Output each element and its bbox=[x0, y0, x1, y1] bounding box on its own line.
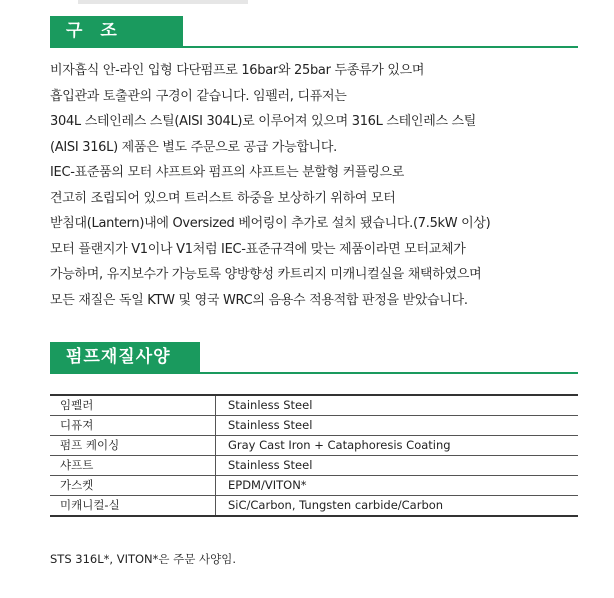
material-cell: Stainless Steel bbox=[216, 395, 579, 416]
structure-line: 304L 스테인레스 스틸(AISI 304L)로 이루어져 있으며 316L 스테인레스 스틸 bbox=[50, 114, 477, 129]
structure-line: (AISI 316L) 제품은 별도 주문으로 공급 가능합니다. bbox=[50, 139, 337, 155]
structure-description bbox=[50, 58, 595, 313]
structure-line: 받침대(Lantern)내에 Oversized 베어링이 추가로 설치 됐습니다.(7.5kW 이상) bbox=[50, 216, 491, 231]
part-cell: 펌프 케이싱 bbox=[50, 436, 216, 456]
materials-table bbox=[50, 394, 578, 517]
part-cell: 미캐니컬-실 bbox=[50, 496, 216, 517]
materials-title-rule bbox=[50, 372, 578, 374]
structure-line: 모터 플랜지가 V1이나 V1처럼 IEC-표준규격에 맞는 제품이라면 모터교체가 bbox=[50, 241, 466, 257]
material-cell: SiC/Carbon, Tungsten carbide/Carbon bbox=[216, 496, 579, 517]
table-row bbox=[50, 416, 578, 436]
table-row bbox=[50, 395, 578, 416]
cropped-heading-remnant bbox=[78, 0, 248, 4]
material-cell: EPDM/VITON* bbox=[216, 476, 579, 496]
structure-line: 가능하며, 유지보수가 가능토록 양방향성 카트리지 미캐니컬실을 채택하였으며 bbox=[50, 267, 482, 282]
structure-line: 모든 재질은 독일 KTW 및 영국 WRC의 음용수 적용적합 판정을 받았습니다. bbox=[50, 292, 468, 308]
materials-section-title: 펌프재질사양 bbox=[50, 342, 200, 372]
structure-title-rule bbox=[50, 46, 578, 48]
structure-line: IEC-표준품의 모터 샤프트와 펌프의 샤프트는 분할형 커플링으로 bbox=[50, 165, 405, 180]
table-row bbox=[50, 496, 578, 517]
table-row bbox=[50, 476, 578, 496]
material-cell: Gray Cast Iron + Cataphoresis Coating bbox=[216, 436, 579, 456]
structure-line: 흡입관과 토출관의 구경이 같습니다. 임펠러, 디퓨저는 bbox=[50, 88, 347, 104]
footnote: STS 316L*, VITON*은 주문 사양임. bbox=[50, 552, 237, 566]
material-cell: Stainless Steel bbox=[216, 416, 579, 436]
part-cell: 임펠러 bbox=[50, 395, 216, 416]
part-cell: 디퓨져 bbox=[50, 416, 216, 436]
part-cell: 샤프트 bbox=[50, 456, 216, 476]
table-row bbox=[50, 436, 578, 456]
part-cell: 가스켓 bbox=[50, 476, 216, 496]
material-cell: Stainless Steel bbox=[216, 456, 579, 476]
table-row bbox=[50, 456, 578, 476]
structure-line: 견고히 조립되어 있으며 트러스트 하중을 보상하기 위하여 모터 bbox=[50, 190, 396, 206]
structure-line: 비자흡식 안-라인 입형 다단펌프로 16bar와 25bar 두종류가 있으며 bbox=[50, 63, 425, 78]
structure-section-title: 구 조 bbox=[50, 16, 183, 46]
